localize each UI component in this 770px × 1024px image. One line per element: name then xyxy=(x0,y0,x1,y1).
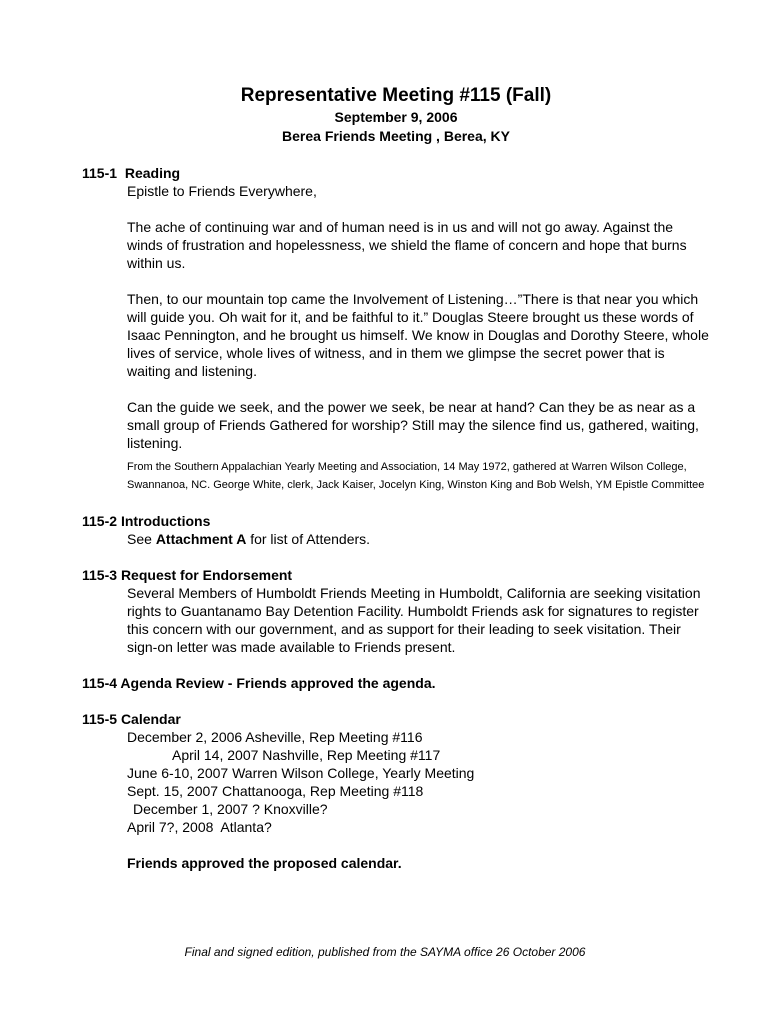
section-number: 115-1 xyxy=(82,165,118,181)
calendar-approval: Friends approved the proposed calendar. xyxy=(127,855,402,871)
section-heading xyxy=(82,566,710,584)
epistle-attribution: From the Southern Appalachian Yearly Meeting and Association, 14 May 1972, gathered at Warren Wilson College, Swannanoa, NC. George White, clerk, Jack Kaiser, Jocelyn King, Winston King and Bob Welsh, YM Epistle Committee xyxy=(127,461,705,491)
section-heading xyxy=(82,164,710,182)
section-agenda xyxy=(82,674,710,692)
section-number: 115-3 xyxy=(82,567,118,583)
reading-paragraph-2: Then, to our mountain top came the Involvement of Listening…”There is that near you which will guide you. Oh wait for it, and be faithful to it.” Douglas Steere brought us these words of Isaac Pennington, and he brought us himself. We know in Douglas and Dorothy Steere, whole lives of service, whole lives of witness, and in them we glimpse the secret power that is waiting and listening. xyxy=(127,291,709,379)
section-title: Reading xyxy=(124,165,181,181)
section-introductions xyxy=(82,512,710,548)
calendar-entry: April 14, 2007 Nashville, Rep Meeting #117 xyxy=(172,747,441,763)
calendar-entry: Sept. 15, 2007 Chattanooga, Rep Meeting #118 xyxy=(127,783,424,799)
calendar-entry: December 2, 2006 Asheville, Rep Meeting #116 xyxy=(127,729,423,745)
section-number: 115-2 xyxy=(82,513,118,529)
section-title: Agenda Review - Friends approved the agenda. xyxy=(120,675,436,691)
endorsement-text: Several Members of Humboldt Friends Meeting in Humboldt, California are seeking visitation rights to Guantanamo Bay Detention Facility. Humboldt Friends ask for signatures to register this concern with our government, and as support for their leading to seek visitation. Their sign-on letter was made available to Friends present. xyxy=(127,585,701,655)
attachment-reference: Attachment A xyxy=(155,531,247,547)
epistle-title: Epistle to Friends Everywhere, xyxy=(127,183,317,199)
section-endorsement xyxy=(82,566,710,656)
section-number: 115-4 xyxy=(82,675,118,691)
section-heading xyxy=(82,710,710,728)
section-calendar xyxy=(82,710,710,872)
section-reading xyxy=(82,164,710,494)
page-title: Representative Meeting #115 (Fall) xyxy=(240,85,552,106)
calendar-entry: December 1, 2007 ? Knoxville? xyxy=(133,801,328,817)
meeting-date: September 9, 2006 xyxy=(334,109,458,125)
section-number: 115-5 xyxy=(82,711,118,727)
section-title: Request for Endorsement xyxy=(120,567,293,583)
section-heading xyxy=(82,674,710,692)
section-title: Calendar xyxy=(120,711,181,727)
reading-paragraph-1: The ache of continuing war and of human need is in us and will not go away. Against the winds of frustration and hopelessness, we shield the flame of concern and hope that burns within us. xyxy=(127,219,687,271)
meeting-location: Berea Friends Meeting , Berea, KY xyxy=(282,128,510,144)
calendar-list xyxy=(127,728,710,836)
page-footer: Final and signed edition, published from the SAYMA office 26 October 2006 xyxy=(184,945,586,959)
section-heading xyxy=(82,512,710,530)
section-title: Introductions xyxy=(120,513,211,529)
calendar-entry: June 6-10, 2007 Warren Wilson College, Yearly Meeting xyxy=(127,765,475,781)
introductions-text: See Attachment A for list of Attenders. xyxy=(127,531,371,547)
reading-paragraph-3: Can the guide we seek, and the power we seek, be near at hand? Can they be as near as a small group of Friends Gathered for worship? Still may the silence find us, gathered, waiting, listening. xyxy=(127,399,699,451)
calendar-entry: April 7?, 2008 Atlanta? xyxy=(127,819,272,835)
